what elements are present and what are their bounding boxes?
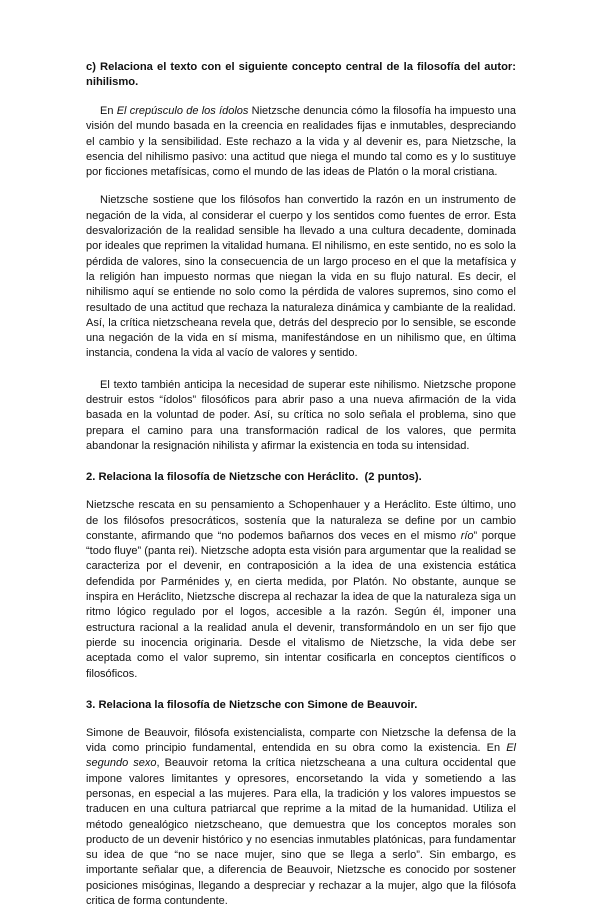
section-2-p1-text-b: ” porque “todo fluye” (panta rei). Nietzsche adopta esta visión para argumentar que la realidad se caracteriza por el devenir, en contraposición a la idea de una existencia estática defendida por Parménides y, en cierta medida, por Platón. No obstante, aunque se inspira en Heráclito, Nietzsche discrepa al rechazar la idea de que la naturaleza siga un ritmo lógico regulado por el logos, accesible a la razón. Según él, imponer una estructura racional a la realidad anula el devenir, transformándolo en un ser fijo que pierde su inocencia originaria. Desde el vitalismo de Nietzsche, la vida debe ser aceptada como el valor supremo, sin intentar cosificarla en conceptos científicos o filosóficos. (86, 529, 516, 680)
section-3-p1-text-a: Simone de Beauvoir, filósofa existencialista, comparte con Nietzsche la defensa de la vida como principio fundamental, entendida en su obra como la existencia. En (86, 726, 516, 755)
book-title-crepusculo: El crepúsculo de los ídolos (116, 105, 249, 117)
section-c-heading: c) Relaciona el texto con el siguiente concepto central de la filosofía del autor: nihilismo. (86, 61, 516, 88)
section-c-paragraph-3: El texto también anticipa la necesidad de superar este nihilismo. Nietzsche propone destruir estos “ídolos” filosóficos para abrir paso a una nueva afirmación de la vida basada en la voluntad de poder. Así, su crítica no solo señala el problema, sino que prepara el camino para una transformación radical de los valores, que permita abandonar la resignación nihilista y afirmar la existencia en toda su intensidad. (86, 378, 516, 452)
section-2-points: (2 puntos). (364, 471, 422, 484)
section-3-p1-text-b: , Beauvoir retoma la crítica nietzscheana a una cultura occidental que impone valores limitantes y opresores, encorsetando la vida y sometiendo a las personas, en especial a las mujeres. Para ella, la tradición y los valores impuestos se traducen en una cultura patriarcal que reprime a la mitad de la humanidad. Utiliza el método genealógico nietzscheano, que demuestra que los conceptos morales son producto de un devenir histórico y no esencias inmutables platónicas, para fundamentar su idea de que “no se nace mujer, sino que se llega a serlo”. Sin embargo, es importante señalar que, a diferencia de Beauvoir, Nietzsche es conocido por sostener posiciones misóginas, llegando a despreciar y rechazar a la mujer, algo que la filósofa critica de forma contundente. (86, 757, 516, 908)
section-2-heading (86, 470, 516, 485)
section-c-paragraph-1 (86, 104, 516, 180)
section-c-paragraph-2: Nietzsche sostiene que los filósofos han convertido la razón en un instrumento de negación de la vida, al considerar el cuerpo y los sentidos como fuentes de error. Esta desvalorización de la realidad sensible ha llevado a una cultura decadente, dominada por ideales que reprimen la vitalidad humana. El nihilismo, en este sentido, no es solo la pérdida de valores, sino la consecuencia de un largo proceso en el que la metafísica y la religión han impuesto normas que niegan la vida en su flujo natural. Es decir, el nihilismo aquí se entiende no solo como la pérdida de valores supremos, sino como el resultado de una actitud que rechaza la naturaleza dinámica y cambiante de la realidad. Así, la crítica nietzscheana revela que, detrás del desprecio por lo sensible, se esconde una negación de la vida en sí misma, manifestándose en un nihilismo que, en última instancia, condena la vida al vacío de valores y sentido. (86, 194, 516, 360)
book-title-segundo-sexo: El segundo sexo (86, 742, 516, 770)
section-2-paragraph-1 (86, 498, 516, 682)
section-2-heading-text: 2. Relaciona la filosofía de Nietzsche con Heráclito. (86, 471, 359, 484)
section-2-p1-text-a: Nietzsche rescata en su pensamiento a Schopenhauer y a Heráclito. Este último, uno de los filósofos presocráticos, sostenía que la naturaleza se define por un cambio constante, afirmando que “no podemos bañarnos dos veces en el mismo (86, 499, 516, 542)
section-3-heading: 3. Relaciona la filosofía de Nietzsche con Simone de Beauvoir. (86, 698, 418, 711)
section-3-paragraph-1 (86, 726, 516, 909)
word-rio: río (460, 529, 474, 542)
section-c-p1-text-b: Nietzsche denuncia cómo la filosofía ha impuesto una visión del mundo basada en la creencia en realidades fijas e inmutables, despreciando el cambio y la sensibilidad. Este rechazo a la vida y al devenir es, para Nietzsche, la esencia del nihilismo pasivo: una actitud que niega el mundo tal como es y lo sustituye por ficciones metafísicas, como el mundo de las ideas de Platón o la moral cristiana. (86, 105, 516, 179)
section-c-p1-text-a: En (100, 105, 117, 117)
